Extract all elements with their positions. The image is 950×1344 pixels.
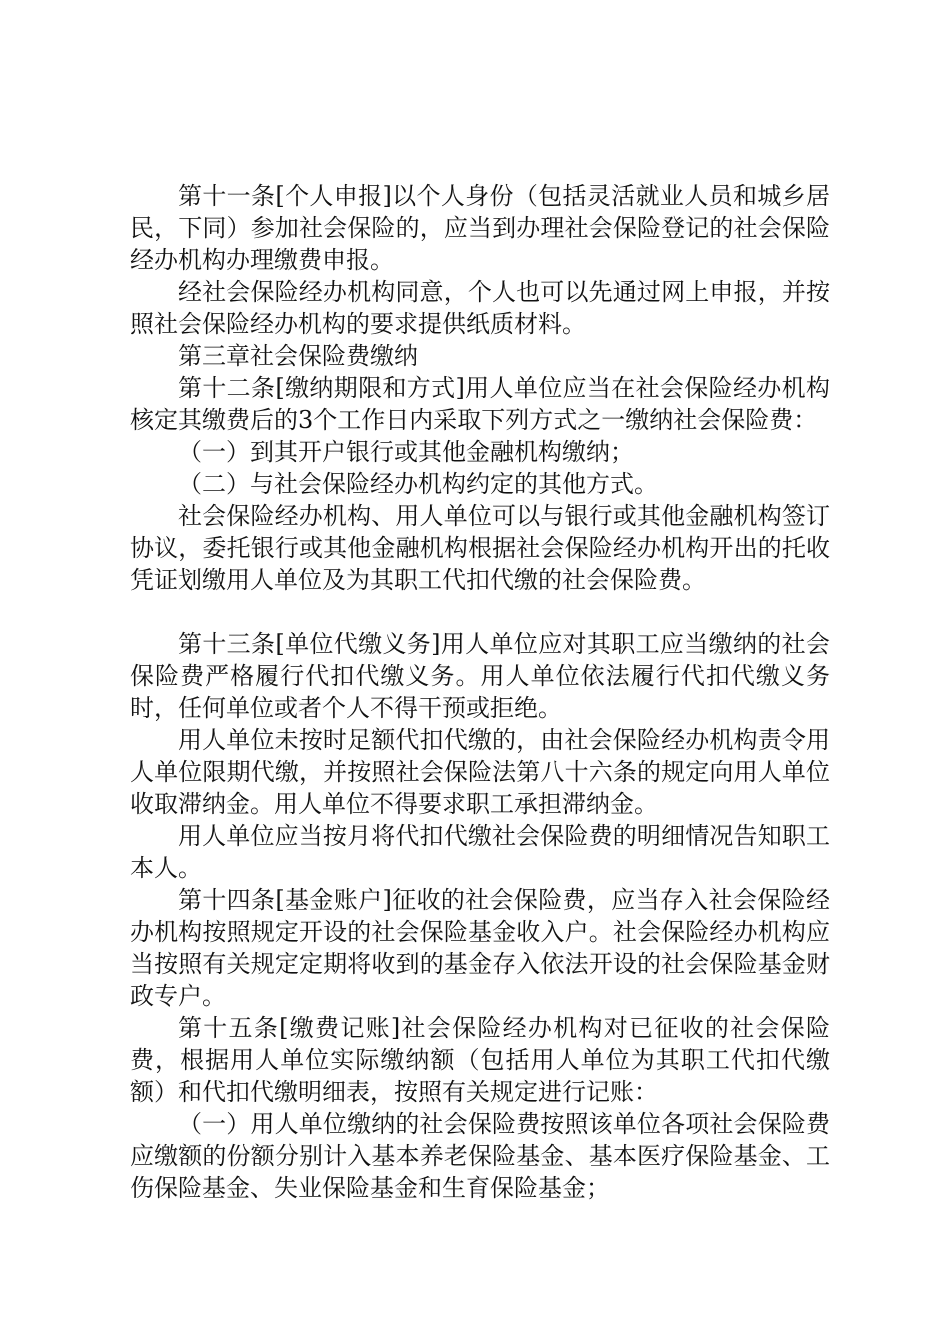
article-11-online-paragraph: 经社会保险经办机构同意，个人也可以先通过网上申报，并按照社会保险经办机构的要求提供纸质材料。	[130, 278, 830, 338]
document-body	[130, 180, 830, 1204]
article-12-paragraph: 第十二条[缴纳期限和方式]用人单位应当在社会保险经办机构核定其缴费后的3个工作日内采取下列方式之一缴纳社会保险费：	[130, 374, 830, 434]
article-14-paragraph: 第十四条[基金账户]征收的社会保险费，应当存入社会保险经办机构按照规定开设的社会保险基金收入户。社会保险经办机构应当按照有关规定定期将收到的基金存入依法开设的社会保险基金财政专户。	[130, 886, 830, 1010]
article-13-paragraph: 第十三条[单位代缴义务]用人单位应对其职工应当缴纳的社会保险费严格履行代扣代缴义务。用人单位依法履行代扣代缴义务时，任何单位或者个人不得干预或拒绝。	[130, 630, 830, 722]
article-15-paragraph: 第十五条[缴费记账]社会保险经办机构对已征收的社会保险费，根据用人单位实际缴纳额（包括用人单位为其职工代扣代缴额）和代扣代缴明细表，按照有关规定进行记账：	[130, 1014, 830, 1106]
article-12-agreement-paragraph: 社会保险经办机构、用人单位可以与银行或其他金融机构签订协议，委托银行或其他金融机构根据社会保险经办机构开出的托收凭证划缴用人单位及为其职工代扣代缴的社会保险费。	[130, 502, 830, 594]
article-15-item-1: （一）用人单位缴纳的社会保险费按照该单位各项社会保险费应缴额的份额分别计入基本养老保险基金、基本医疗保险基金、工伤保险基金、失业保险基金和生育保险基金；	[130, 1110, 830, 1202]
article-11-paragraph: 第十一条[个人申报]以个人身份（包括灵活就业人员和城乡居民，下同）参加社会保险的，应当到办理社会保险登记的社会保险经办机构办理缴费申报。	[130, 182, 830, 274]
chapter-3-heading: 第三章社会保险费缴纳	[178, 342, 418, 370]
article-13-late-fee-paragraph: 用人单位未按时足额代扣代缴的，由社会保险经办机构责令用人单位限期代缴，并按照社会保险法第八十六条的规定向用人单位收取滞纳金。用人单位不得要求职工承担滞纳金。	[130, 726, 830, 818]
article-13-notice-paragraph: 用人单位应当按月将代扣代缴社会保险费的明细情况告知职工本人。	[130, 822, 830, 882]
article-12-item-2: （二）与社会保险经办机构约定的其他方式。	[178, 470, 658, 498]
article-12-item-1: （一）到其开户银行或其他金融机构缴纳；	[178, 438, 634, 466]
